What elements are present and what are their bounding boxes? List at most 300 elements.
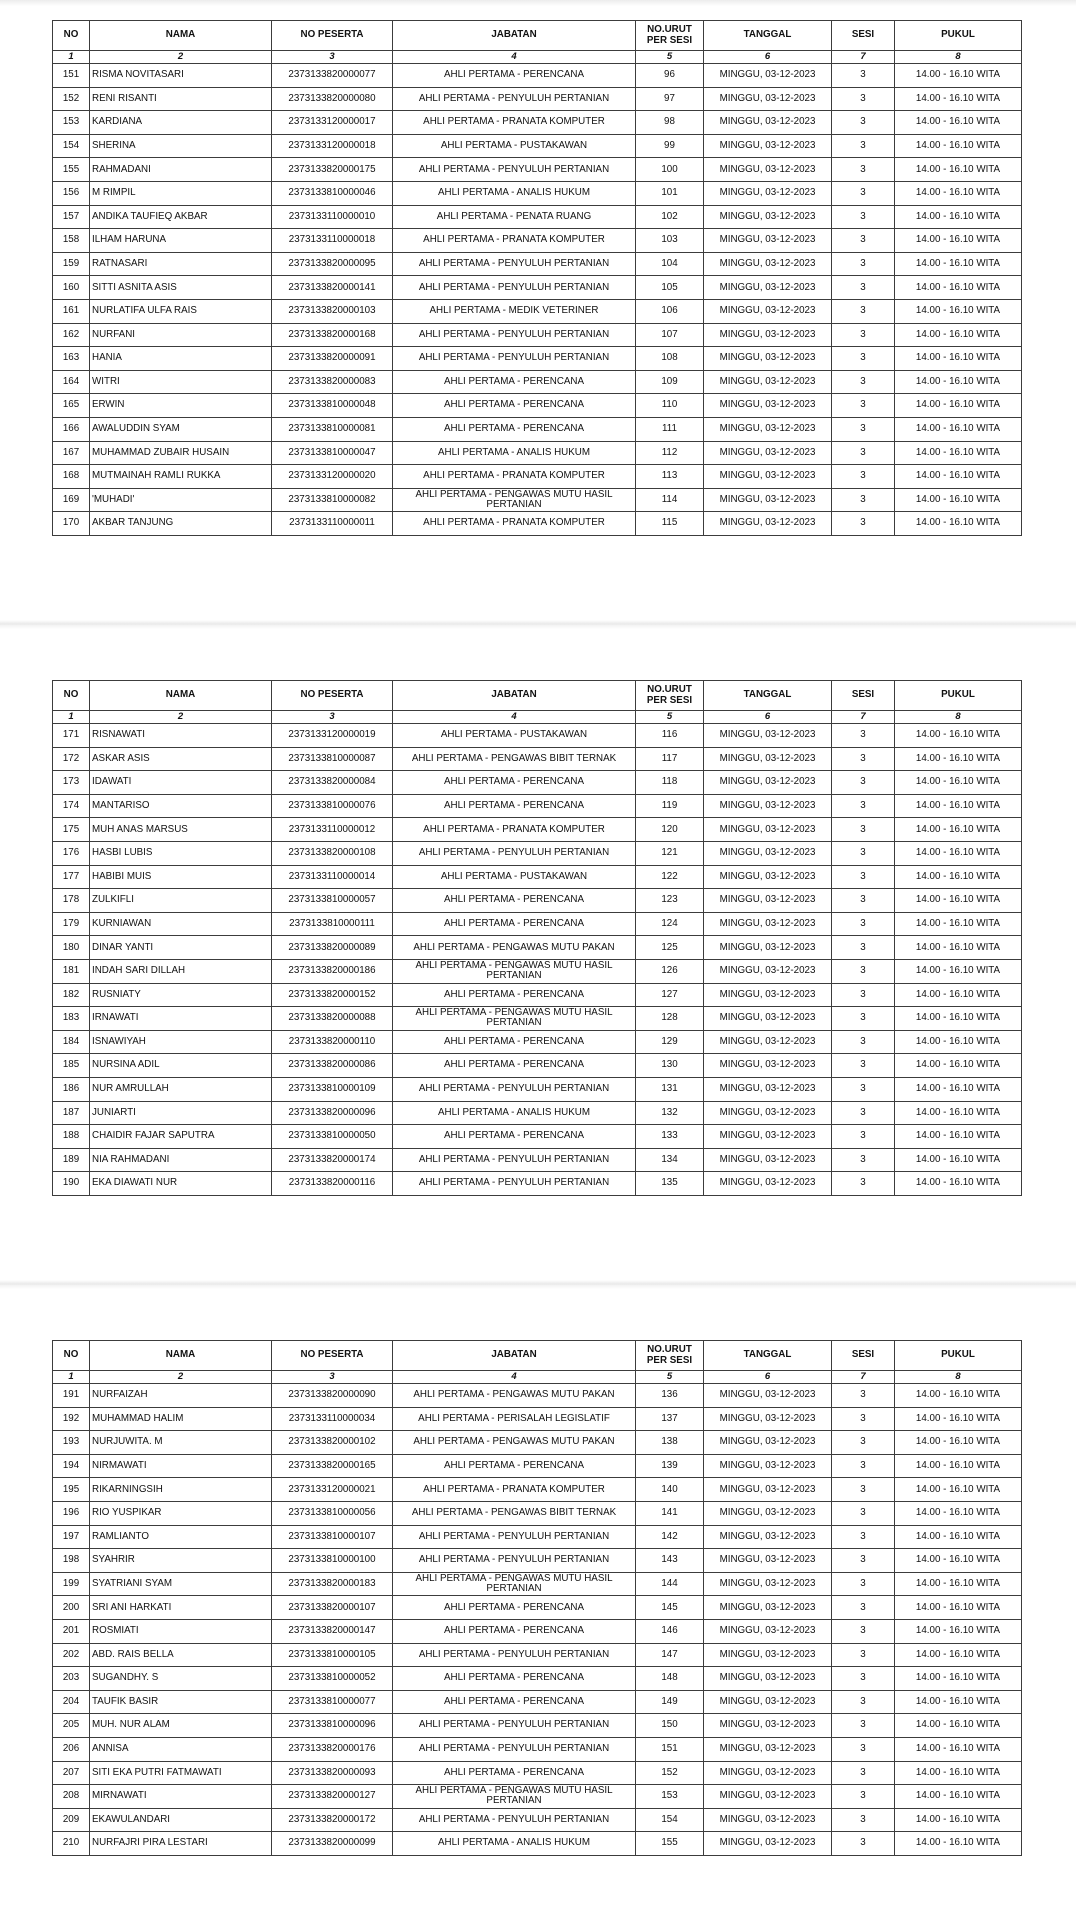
cell-urut: 110 xyxy=(636,394,704,418)
cell-no: 199 xyxy=(53,1572,90,1596)
cell-nama: RIKARNINGSIH xyxy=(90,1478,272,1502)
cell-jab: AHLI PERTAMA - PERENCANA xyxy=(393,912,636,936)
table-row xyxy=(53,158,1022,182)
cell-jab: AHLI PERTAMA - PENYULUH PERTANIAN xyxy=(393,1148,636,1172)
cell-jab: AHLI PERTAMA - PERENCANA xyxy=(393,1596,636,1620)
table-row xyxy=(53,1596,1022,1620)
cell-jab: AHLI PERTAMA - PENGAWAS BIBIT TERNAK xyxy=(393,1501,636,1525)
cell-no: 195 xyxy=(53,1478,90,1502)
cell-nama: RISNAWATI xyxy=(90,724,272,748)
cell-tgl: MINGGU, 03-12-2023 xyxy=(704,1667,832,1691)
cell-nama: MUHAMMAD HALIM xyxy=(90,1407,272,1431)
cell-jab: AHLI PERTAMA - PENYULUH PERTANIAN xyxy=(393,1808,636,1832)
cell-nama: SITI EKA PUTRI FATMAWATI xyxy=(90,1761,272,1785)
column-index: 1 xyxy=(53,51,90,64)
cell-urut: 97 xyxy=(636,87,704,111)
cell-jab: AHLI PERTAMA - PENYULUH PERTANIAN xyxy=(393,1077,636,1101)
cell-pukul: 14.00 - 16.10 WITA xyxy=(895,229,1022,253)
cell-urut: 117 xyxy=(636,747,704,771)
cell-sesi: 3 xyxy=(832,134,895,158)
cell-pukul: 14.00 - 16.10 WITA xyxy=(895,771,1022,795)
cell-pukul: 14.00 - 16.10 WITA xyxy=(895,1148,1022,1172)
column-header: NO.URUT PER SESI xyxy=(636,681,704,711)
cell-tgl: MINGGU, 03-12-2023 xyxy=(704,794,832,818)
column-index: 7 xyxy=(832,51,895,64)
cell-nama: EKAWULANDARI xyxy=(90,1808,272,1832)
cell-tgl: MINGGU, 03-12-2023 xyxy=(704,1101,832,1125)
cell-tgl: MINGGU, 03-12-2023 xyxy=(704,488,832,512)
page-separator xyxy=(0,1280,1076,1289)
table-row xyxy=(53,1714,1022,1738)
cell-sesi: 3 xyxy=(832,252,895,276)
table-row xyxy=(53,1737,1022,1761)
cell-urut: 154 xyxy=(636,1808,704,1832)
cell-jab: AHLI PERTAMA - PENYULUH PERTANIAN xyxy=(393,1525,636,1549)
column-index-row xyxy=(53,711,1022,724)
cell-urut: 126 xyxy=(636,959,704,983)
cell-urut: 151 xyxy=(636,1737,704,1761)
cell-nama: NURJUWITA. M xyxy=(90,1431,272,1455)
cell-urut: 135 xyxy=(636,1172,704,1196)
cell-sesi: 3 xyxy=(832,1737,895,1761)
table-row xyxy=(53,865,1022,889)
table-row xyxy=(53,205,1022,229)
cell-no: 194 xyxy=(53,1454,90,1478)
cell-no: 180 xyxy=(53,936,90,960)
column-header: TANGGAL xyxy=(704,21,832,51)
cell-sesi: 3 xyxy=(832,1101,895,1125)
cell-no: 201 xyxy=(53,1619,90,1643)
cell-jab: AHLI PERTAMA - ANALIS HUKUM xyxy=(393,1101,636,1125)
cell-tgl: MINGGU, 03-12-2023 xyxy=(704,512,832,536)
cell-urut: 100 xyxy=(636,158,704,182)
cell-tgl: MINGGU, 03-12-2023 xyxy=(704,134,832,158)
cell-peserta: 2373133820000096 xyxy=(272,1101,393,1125)
cell-peserta: 2373133810000056 xyxy=(272,1501,393,1525)
cell-jab: AHLI PERTAMA - ANALIS HUKUM xyxy=(393,181,636,205)
cell-no: 192 xyxy=(53,1407,90,1431)
cell-tgl: MINGGU, 03-12-2023 xyxy=(704,1407,832,1431)
cell-tgl: MINGGU, 03-12-2023 xyxy=(704,1596,832,1620)
cell-urut: 152 xyxy=(636,1761,704,1785)
column-header: NAMA xyxy=(90,21,272,51)
cell-pukul: 14.00 - 16.10 WITA xyxy=(895,1030,1022,1054)
cell-jab: AHLI PERTAMA - PENGAWAS BIBIT TERNAK xyxy=(393,747,636,771)
cell-tgl: MINGGU, 03-12-2023 xyxy=(704,205,832,229)
cell-jab: AHLI PERTAMA - PENGAWAS MUTU PAKAN xyxy=(393,936,636,960)
cell-pukul: 14.00 - 16.10 WITA xyxy=(895,158,1022,182)
cell-sesi: 3 xyxy=(832,1030,895,1054)
table-row xyxy=(53,1478,1022,1502)
table-row xyxy=(53,488,1022,512)
cell-tgl: MINGGU, 03-12-2023 xyxy=(704,1054,832,1078)
cell-jab: AHLI PERTAMA - PUSTAKAWAN xyxy=(393,134,636,158)
cell-jab: AHLI PERTAMA - PENGAWAS MUTU HASIL PERTANIAN xyxy=(393,488,636,512)
cell-sesi: 3 xyxy=(832,1525,895,1549)
table-row xyxy=(53,64,1022,88)
cell-nama: WITRI xyxy=(90,370,272,394)
cell-peserta: 2373133820000107 xyxy=(272,1596,393,1620)
column-header: PUKUL xyxy=(895,1341,1022,1371)
cell-tgl: MINGGU, 03-12-2023 xyxy=(704,465,832,489)
header-row xyxy=(53,21,1022,51)
cell-nama: ANNISA xyxy=(90,1737,272,1761)
cell-urut: 102 xyxy=(636,205,704,229)
cell-urut: 146 xyxy=(636,1619,704,1643)
cell-sesi: 3 xyxy=(832,488,895,512)
cell-peserta: 2373133810000087 xyxy=(272,747,393,771)
cell-tgl: MINGGU, 03-12-2023 xyxy=(704,1690,832,1714)
cell-peserta: 2373133820000108 xyxy=(272,841,393,865)
cell-jab: AHLI PERTAMA - PENGAWAS MUTU HASIL PERTANIAN xyxy=(393,1785,636,1809)
cell-nama: HABIBI MUIS xyxy=(90,865,272,889)
cell-nama: ZULKIFLI xyxy=(90,889,272,913)
cell-jab: AHLI PERTAMA - PENYULUH PERTANIAN xyxy=(393,87,636,111)
cell-sesi: 3 xyxy=(832,1478,895,1502)
cell-jab: AHLI PERTAMA - ANALIS HUKUM xyxy=(393,1832,636,1856)
cell-jab: AHLI PERTAMA - ANALIS HUKUM xyxy=(393,441,636,465)
cell-sesi: 3 xyxy=(832,1077,895,1101)
cell-urut: 116 xyxy=(636,724,704,748)
cell-pukul: 14.00 - 16.10 WITA xyxy=(895,323,1022,347)
cell-sesi: 3 xyxy=(832,64,895,88)
cell-sesi: 3 xyxy=(832,1407,895,1431)
cell-nama: RENI RISANTI xyxy=(90,87,272,111)
cell-jab: AHLI PERTAMA - PRANATA KOMPUTER xyxy=(393,1478,636,1502)
cell-urut: 120 xyxy=(636,818,704,842)
table-row xyxy=(53,1785,1022,1809)
cell-tgl: MINGGU, 03-12-2023 xyxy=(704,959,832,983)
roster-table xyxy=(52,680,1022,1196)
cell-jab: AHLI PERTAMA - PRANATA KOMPUTER xyxy=(393,111,636,135)
cell-urut: 153 xyxy=(636,1785,704,1809)
cell-urut: 132 xyxy=(636,1101,704,1125)
cell-nama: ABD. RAIS BELLA xyxy=(90,1643,272,1667)
cell-no: 158 xyxy=(53,229,90,253)
column-index: 5 xyxy=(636,51,704,64)
cell-nama: SRI ANI HARKATI xyxy=(90,1596,272,1620)
cell-sesi: 3 xyxy=(832,370,895,394)
column-index: 2 xyxy=(90,51,272,64)
cell-no: 188 xyxy=(53,1125,90,1149)
table-row xyxy=(53,394,1022,418)
cell-jab: AHLI PERTAMA - PENYULUH PERTANIAN xyxy=(393,1549,636,1573)
cell-tgl: MINGGU, 03-12-2023 xyxy=(704,1549,832,1573)
cell-nama: NIRMAWATI xyxy=(90,1454,272,1478)
cell-sesi: 3 xyxy=(832,1761,895,1785)
cell-no: 154 xyxy=(53,134,90,158)
cell-urut: 147 xyxy=(636,1643,704,1667)
cell-nama: SYATRIANI SYAM xyxy=(90,1572,272,1596)
cell-no: 208 xyxy=(53,1785,90,1809)
table-row xyxy=(53,252,1022,276)
cell-jab: AHLI PERTAMA - PENGAWAS MUTU PAKAN xyxy=(393,1384,636,1408)
cell-nama: AKBAR TANJUNG xyxy=(90,512,272,536)
cell-peserta: 2373133120000021 xyxy=(272,1478,393,1502)
cell-peserta: 2373133820000086 xyxy=(272,1054,393,1078)
cell-peserta: 2373133810000081 xyxy=(272,417,393,441)
roster-table xyxy=(52,20,1022,536)
cell-peserta: 2373133820000127 xyxy=(272,1785,393,1809)
table-row xyxy=(53,441,1022,465)
cell-jab: AHLI PERTAMA - PRANATA KOMPUTER xyxy=(393,465,636,489)
cell-jab: AHLI PERTAMA - PERENCANA xyxy=(393,889,636,913)
cell-pukul: 14.00 - 16.10 WITA xyxy=(895,111,1022,135)
table-row xyxy=(53,1030,1022,1054)
cell-tgl: MINGGU, 03-12-2023 xyxy=(704,724,832,748)
cell-jab: AHLI PERTAMA - PRANATA KOMPUTER xyxy=(393,512,636,536)
cell-no: 184 xyxy=(53,1030,90,1054)
cell-urut: 143 xyxy=(636,1549,704,1573)
cell-tgl: MINGGU, 03-12-2023 xyxy=(704,252,832,276)
table-row xyxy=(53,1148,1022,1172)
cell-pukul: 14.00 - 16.10 WITA xyxy=(895,488,1022,512)
cell-no: 186 xyxy=(53,1077,90,1101)
cell-no: 178 xyxy=(53,889,90,913)
cell-tgl: MINGGU, 03-12-2023 xyxy=(704,983,832,1007)
cell-no: 152 xyxy=(53,87,90,111)
cell-nama: ROSMIATI xyxy=(90,1619,272,1643)
cell-sesi: 3 xyxy=(832,394,895,418)
cell-tgl: MINGGU, 03-12-2023 xyxy=(704,1172,832,1196)
cell-no: 166 xyxy=(53,417,90,441)
cell-tgl: MINGGU, 03-12-2023 xyxy=(704,1525,832,1549)
cell-tgl: MINGGU, 03-12-2023 xyxy=(704,1737,832,1761)
cell-jab: AHLI PERTAMA - PERENCANA xyxy=(393,771,636,795)
cell-urut: 129 xyxy=(636,1030,704,1054)
cell-tgl: MINGGU, 03-12-2023 xyxy=(704,1478,832,1502)
cell-urut: 148 xyxy=(636,1667,704,1691)
table-row xyxy=(53,1454,1022,1478)
cell-nama: MUH ANAS MARSUS xyxy=(90,818,272,842)
cell-jab: AHLI PERTAMA - PERENCANA xyxy=(393,1054,636,1078)
cell-urut: 145 xyxy=(636,1596,704,1620)
cell-nama: ANDIKA TAUFIEQ AKBAR xyxy=(90,205,272,229)
cell-sesi: 3 xyxy=(832,1501,895,1525)
cell-sesi: 3 xyxy=(832,299,895,323)
cell-sesi: 3 xyxy=(832,181,895,205)
cell-urut: 136 xyxy=(636,1384,704,1408)
table-row xyxy=(53,1572,1022,1596)
cell-pukul: 14.00 - 16.10 WITA xyxy=(895,818,1022,842)
cell-pukul: 14.00 - 16.10 WITA xyxy=(895,865,1022,889)
cell-tgl: MINGGU, 03-12-2023 xyxy=(704,889,832,913)
cell-peserta: 2373133810000047 xyxy=(272,441,393,465)
cell-sesi: 3 xyxy=(832,276,895,300)
cell-jab: AHLI PERTAMA - PERENCANA xyxy=(393,1030,636,1054)
cell-pukul: 14.00 - 16.10 WITA xyxy=(895,959,1022,983)
cell-nama: IDAWATI xyxy=(90,771,272,795)
cell-jab: AHLI PERTAMA - PENYULUH PERTANIAN xyxy=(393,158,636,182)
cell-no: 171 xyxy=(53,724,90,748)
cell-no: 209 xyxy=(53,1808,90,1832)
cell-sesi: 3 xyxy=(832,1431,895,1455)
cell-pukul: 14.00 - 16.10 WITA xyxy=(895,912,1022,936)
column-index: 6 xyxy=(704,51,832,64)
cell-jab: AHLI PERTAMA - PUSTAKAWAN xyxy=(393,724,636,748)
column-index: 8 xyxy=(895,51,1022,64)
cell-no: 168 xyxy=(53,465,90,489)
cell-pukul: 14.00 - 16.10 WITA xyxy=(895,299,1022,323)
cell-peserta: 2373133820000083 xyxy=(272,370,393,394)
cell-jab: AHLI PERTAMA - PERENCANA xyxy=(393,1667,636,1691)
cell-nama: JUNIARTI xyxy=(90,1101,272,1125)
table-row xyxy=(53,1431,1022,1455)
cell-pukul: 14.00 - 16.10 WITA xyxy=(895,1501,1022,1525)
table-row xyxy=(53,889,1022,913)
cell-pukul: 14.00 - 16.10 WITA xyxy=(895,1643,1022,1667)
cell-peserta: 2373133810000111 xyxy=(272,912,393,936)
cell-no: 170 xyxy=(53,512,90,536)
cell-urut: 137 xyxy=(636,1407,704,1431)
column-index: 3 xyxy=(272,1371,393,1384)
cell-pukul: 14.00 - 16.10 WITA xyxy=(895,936,1022,960)
cell-no: 151 xyxy=(53,64,90,88)
cell-sesi: 3 xyxy=(832,747,895,771)
cell-urut: 112 xyxy=(636,441,704,465)
cell-peserta: 2373133820000174 xyxy=(272,1148,393,1172)
cell-urut: 99 xyxy=(636,134,704,158)
cell-sesi: 3 xyxy=(832,983,895,1007)
cell-nama: 'MUHADI' xyxy=(90,488,272,512)
column-header: PUKUL xyxy=(895,21,1022,51)
table-row xyxy=(53,1549,1022,1573)
column-header: SESI xyxy=(832,21,895,51)
cell-sesi: 3 xyxy=(832,936,895,960)
cell-pukul: 14.00 - 16.10 WITA xyxy=(895,794,1022,818)
cell-nama: KURNIAWAN xyxy=(90,912,272,936)
column-index: 3 xyxy=(272,711,393,724)
cell-pukul: 14.00 - 16.10 WITA xyxy=(895,1761,1022,1785)
table-row xyxy=(53,181,1022,205)
cell-pukul: 14.00 - 16.10 WITA xyxy=(895,1384,1022,1408)
cell-no: 163 xyxy=(53,347,90,371)
table-row xyxy=(53,465,1022,489)
cell-pukul: 14.00 - 16.10 WITA xyxy=(895,1077,1022,1101)
cell-jab: AHLI PERTAMA - PENATA RUANG xyxy=(393,205,636,229)
cell-no: 169 xyxy=(53,488,90,512)
cell-urut: 108 xyxy=(636,347,704,371)
cell-peserta: 2373133120000017 xyxy=(272,111,393,135)
cell-nama: IRNAWATI xyxy=(90,1007,272,1031)
cell-no: 155 xyxy=(53,158,90,182)
table-row xyxy=(53,1101,1022,1125)
cell-peserta: 2373133820000176 xyxy=(272,1737,393,1761)
column-header: NO xyxy=(53,1341,90,1371)
cell-peserta: 2373133820000110 xyxy=(272,1030,393,1054)
column-index: 4 xyxy=(393,711,636,724)
cell-pukul: 14.00 - 16.10 WITA xyxy=(895,1478,1022,1502)
cell-tgl: MINGGU, 03-12-2023 xyxy=(704,841,832,865)
cell-nama: RUSNIATY xyxy=(90,983,272,1007)
cell-jab: AHLI PERTAMA - PERENCANA xyxy=(393,1690,636,1714)
cell-nama: EKA DIAWATI NUR xyxy=(90,1172,272,1196)
cell-no: 183 xyxy=(53,1007,90,1031)
cell-tgl: MINGGU, 03-12-2023 xyxy=(704,347,832,371)
cell-urut: 128 xyxy=(636,1007,704,1031)
cell-no: 174 xyxy=(53,794,90,818)
cell-urut: 119 xyxy=(636,794,704,818)
cell-peserta: 2373133110000011 xyxy=(272,512,393,536)
cell-nama: RIO YUSPIKAR xyxy=(90,1501,272,1525)
cell-pukul: 14.00 - 16.10 WITA xyxy=(895,1832,1022,1856)
cell-tgl: MINGGU, 03-12-2023 xyxy=(704,181,832,205)
cell-tgl: MINGGU, 03-12-2023 xyxy=(704,1785,832,1809)
cell-jab: AHLI PERTAMA - PERISALAH LEGISLATIF xyxy=(393,1407,636,1431)
cell-peserta: 2373133820000090 xyxy=(272,1384,393,1408)
column-index-row xyxy=(53,51,1022,64)
cell-sesi: 3 xyxy=(832,1125,895,1149)
cell-no: 197 xyxy=(53,1525,90,1549)
table-row xyxy=(53,347,1022,371)
cell-pukul: 14.00 - 16.10 WITA xyxy=(895,1690,1022,1714)
cell-no: 165 xyxy=(53,394,90,418)
cell-pukul: 14.00 - 16.10 WITA xyxy=(895,205,1022,229)
cell-sesi: 3 xyxy=(832,1643,895,1667)
table-row xyxy=(53,1667,1022,1691)
cell-pukul: 14.00 - 16.10 WITA xyxy=(895,1407,1022,1431)
cell-no: 164 xyxy=(53,370,90,394)
cell-peserta: 2373133110000014 xyxy=(272,865,393,889)
cell-no: 204 xyxy=(53,1690,90,1714)
table-row xyxy=(53,299,1022,323)
cell-nama: ISNAWIYAH xyxy=(90,1030,272,1054)
cell-no: 205 xyxy=(53,1714,90,1738)
cell-tgl: MINGGU, 03-12-2023 xyxy=(704,1619,832,1643)
table-row xyxy=(53,724,1022,748)
cell-peserta: 2373133820000091 xyxy=(272,347,393,371)
cell-tgl: MINGGU, 03-12-2023 xyxy=(704,1572,832,1596)
cell-pukul: 14.00 - 16.10 WITA xyxy=(895,441,1022,465)
cell-sesi: 3 xyxy=(832,1808,895,1832)
cell-pukul: 14.00 - 16.10 WITA xyxy=(895,1667,1022,1691)
cell-nama: MUHAMMAD ZUBAIR HUSAIN xyxy=(90,441,272,465)
cell-urut: 104 xyxy=(636,252,704,276)
column-index: 2 xyxy=(90,711,272,724)
cell-pukul: 14.00 - 16.10 WITA xyxy=(895,1714,1022,1738)
cell-jab: AHLI PERTAMA - PUSTAKAWAN xyxy=(393,865,636,889)
table-row xyxy=(53,747,1022,771)
column-header: TANGGAL xyxy=(704,681,832,711)
cell-tgl: MINGGU, 03-12-2023 xyxy=(704,417,832,441)
column-index: 7 xyxy=(832,1371,895,1384)
table-row xyxy=(53,794,1022,818)
table-row xyxy=(53,417,1022,441)
cell-jab: AHLI PERTAMA - PENYULUH PERTANIAN xyxy=(393,841,636,865)
cell-jab: AHLI PERTAMA - PENGAWAS MUTU HASIL PERTANIAN xyxy=(393,959,636,983)
cell-peserta: 2373133820000080 xyxy=(272,87,393,111)
cell-pukul: 14.00 - 16.10 WITA xyxy=(895,1785,1022,1809)
cell-pukul: 14.00 - 16.10 WITA xyxy=(895,465,1022,489)
cell-sesi: 3 xyxy=(832,1572,895,1596)
cell-urut: 127 xyxy=(636,983,704,1007)
table-row xyxy=(53,134,1022,158)
cell-peserta: 2373133110000012 xyxy=(272,818,393,842)
cell-pukul: 14.00 - 16.10 WITA xyxy=(895,1619,1022,1643)
cell-peserta: 2373133120000018 xyxy=(272,134,393,158)
table-row xyxy=(53,771,1022,795)
cell-peserta: 2373133110000018 xyxy=(272,229,393,253)
cell-urut: 155 xyxy=(636,1832,704,1856)
table-row xyxy=(53,1054,1022,1078)
cell-urut: 149 xyxy=(636,1690,704,1714)
cell-peserta: 2373133820000084 xyxy=(272,771,393,795)
cell-jab: AHLI PERTAMA - PERENCANA xyxy=(393,1125,636,1149)
cell-no: 173 xyxy=(53,771,90,795)
table-row xyxy=(53,959,1022,983)
cell-peserta: 2373133820000089 xyxy=(272,936,393,960)
cell-urut: 106 xyxy=(636,299,704,323)
